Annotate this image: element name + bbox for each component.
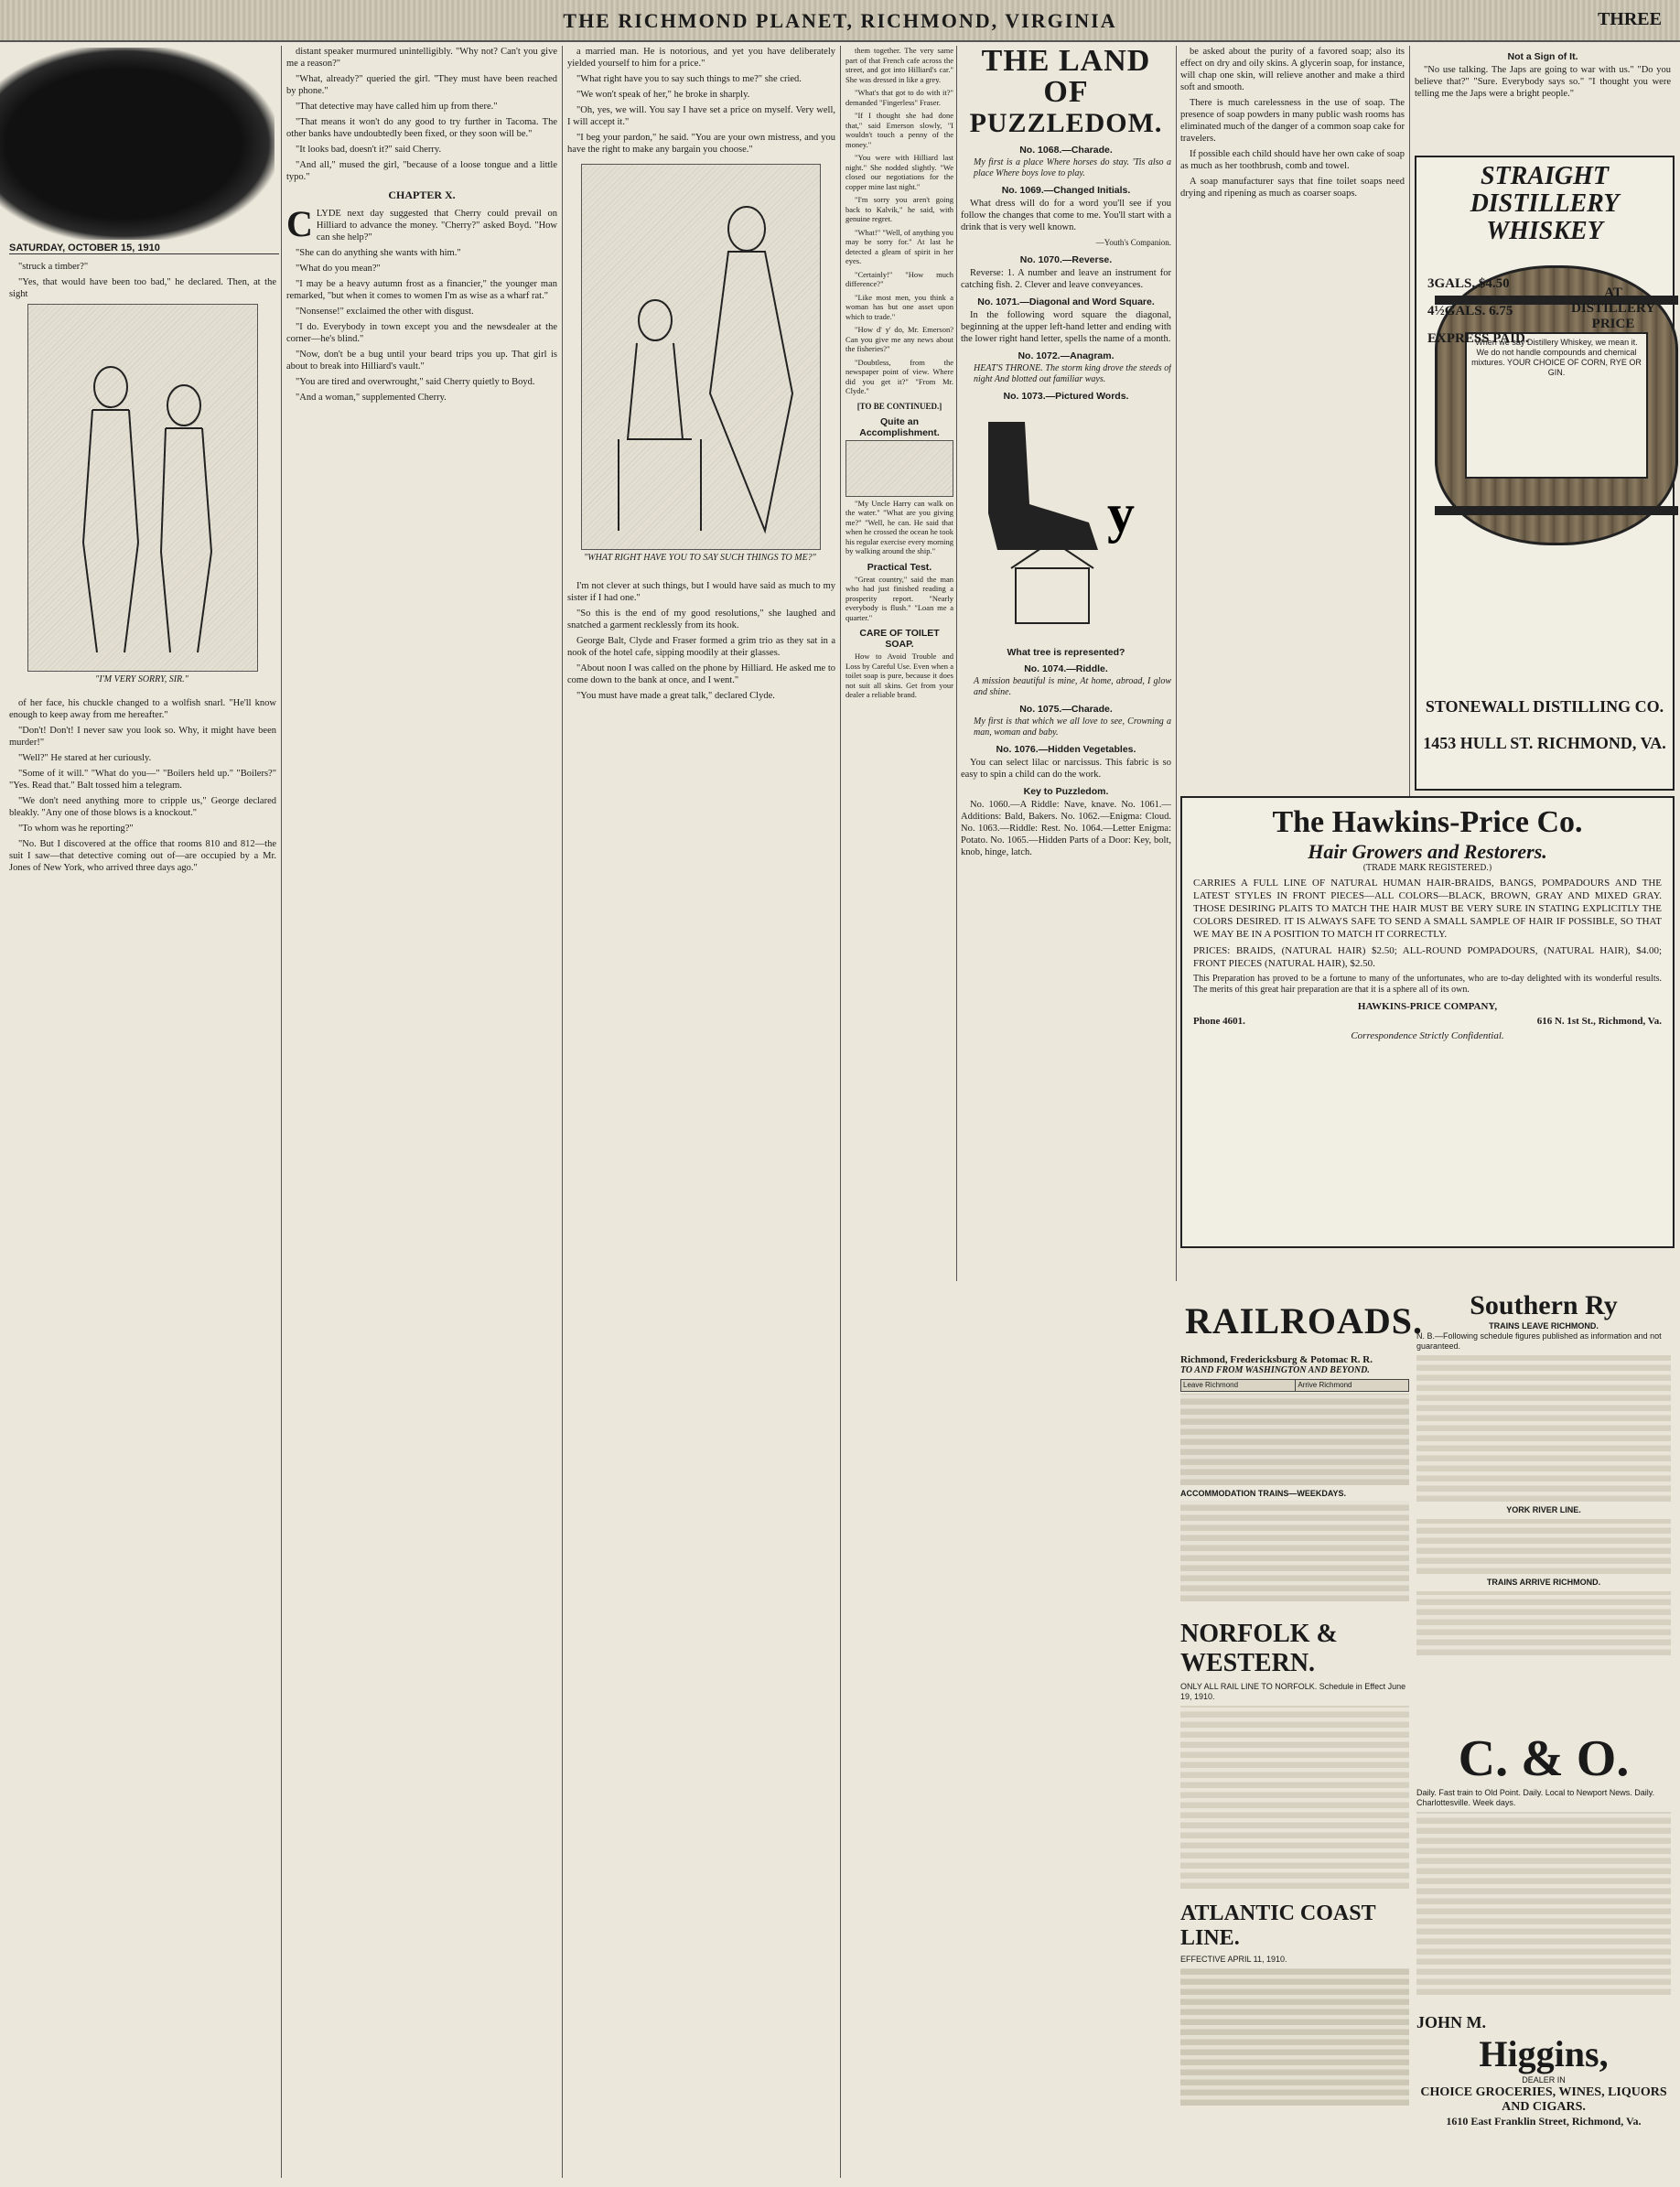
paragraph: distant speaker murmured unintelligibly. "Why not? Can't you give me a reason?": [286, 47, 557, 69]
barrel-label: When we say Distillery Whiskey, we mean it. We do not handle compounds and chemical mixtures. YOUR CHOICE OF CORN, RYE OR GIN.: [1465, 332, 1648, 479]
hawkins-price-ad: [1180, 796, 1675, 1248]
continued-note: [TO BE CONTINUED.]: [856, 401, 942, 411]
paragraph: "I beg your pardon," he said. "You are your own mistress, and you have the right to make any bargain you choose.": [567, 133, 835, 155]
price-3-gallons: 3GALS. $4.50: [1427, 276, 1510, 291]
paragraph: I'm not clever at such things, but I would have said as much to my sister if I had one.": [567, 581, 835, 603]
paragraph: [286, 203, 557, 244]
paragraph: "Yes, that would have been too bad," he declared. Then, at the sight: [9, 277, 276, 299]
accommodation-heading: ACCOMMODATION TRAINS—WEEKDAYS.: [1180, 1489, 1347, 1498]
paragraph: "Well?" He stared at her curiously.: [18, 753, 152, 763]
illustration-slot: [567, 159, 835, 580]
puzzle-text: You can select lilac or narcissus. This fabric is so easy to spin a child can do the work.: [961, 758, 1171, 780]
column-rule: [840, 46, 841, 2178]
co-title: C. & O.: [1458, 1730, 1630, 1787]
illustration-men-talking: [27, 304, 258, 672]
timetable-rows: [1180, 1706, 1409, 1889]
hawkins-address: 616 N. 1st St., Richmond, Va.: [1536, 1016, 1662, 1027]
rfp-subtitle: TO AND FROM WASHINGTON AND BEYOND.: [1180, 1365, 1370, 1375]
co-railway: [1416, 1729, 1671, 2004]
whiskey-line2: DISTILLERY: [1470, 189, 1620, 218]
whiskey-headline: [1416, 163, 1673, 245]
paragraph: "If I thought she had done that," said Emerson slowly, "I wouldn't touch a penny of the money.": [845, 111, 953, 149]
puzzle-title-line2: PUZZLEDOM.: [969, 108, 1163, 138]
puzzle-verse: My first is a place Where horses do stay. 'Tis also a place Where boys love to play.: [974, 157, 1171, 178]
paragraph: "And all," mused the girl, "because of a loose tongue and a little typo.": [286, 160, 557, 182]
paragraph: "What, already?" queried the girl. "They must have been reached by phone.": [286, 74, 557, 96]
southern-railway: [1416, 1290, 1671, 1720]
drop-cap: C: [286, 203, 313, 244]
nw-title: NORFOLK & WESTERN.: [1180, 1620, 1338, 1677]
hawkins-prices: PRICES: BRAIDS, (NATURAL HAIR) $2.50; ALL-ROUND POMPADOURS, (NATURAL HAIR), $4.00; FRONT PIECES (NATURAL HAIR), $2.50.: [1193, 945, 1662, 969]
joke-heading: Not a Sign of It.: [1507, 51, 1578, 62]
paragraph: If possible each child should have her own cake of soap as much as her toothbrush, comb and towel.: [1180, 149, 1405, 171]
timetable-rows: [1416, 1812, 1671, 1995]
timetable-rows: [1416, 1519, 1671, 1574]
paragraph: "How d' y' do, Mr. Emerson? Can you give me any news about the fisheries?": [845, 325, 953, 353]
hawkins-confidential: Correspondence Strictly Confidential.: [1351, 1030, 1504, 1041]
timetable-rows: [1416, 1355, 1671, 1502]
puzzle-heading: No. 1069.—Changed Initials.: [1001, 185, 1131, 196]
hawkins-title: The Hawkins-Price Co.: [1272, 805, 1583, 839]
boot-house-picture: [961, 404, 1171, 632]
timetable-rows: [1416, 1591, 1671, 1655]
higgins-address: 1610 East Franklin Street, Richmond, Va.: [1446, 2115, 1642, 2128]
paragraph: "struck a timber?": [18, 262, 89, 272]
paragraph: "Great country," said the man who had just finished reading a prosperity report. "Nearly everybody is flush." "Loan me a quarter.": [845, 574, 953, 622]
section-heading: Quite an Accomplishment.: [859, 415, 940, 438]
puzzle-key-heading: Key to Puzzledom.: [1023, 786, 1109, 797]
paragraph: "My Uncle Harry can walk on the water." "What are you giving me?" "Well, he can. He said that when he crossed the ocean he took his regular exercise every morning by walking around the ship.": [845, 498, 953, 555]
express-paid: EXPRESS PAID.: [1427, 331, 1529, 346]
page-number: THREE: [1597, 9, 1662, 29]
paragraph: "What do you mean?": [296, 264, 381, 274]
whiskey-line3: WHISKEY: [1486, 217, 1603, 245]
hawkins-contact-row: [1193, 1016, 1662, 1027]
paragraph: "It looks bad, doesn't it?" said Cherry.: [296, 145, 442, 155]
pictured-words-slot: [961, 404, 1171, 641]
column-rule: [562, 46, 563, 2178]
whiskey-line1: STRAIGHT: [1480, 162, 1610, 190]
ship-illustration: [845, 440, 953, 497]
puzzle-question: What tree is represented?: [1007, 647, 1125, 658]
paragraph: "Nonsense!" exclaimed the other with disgust.: [296, 307, 474, 317]
railroads-heading: RAILROADS.: [1185, 1300, 1424, 1341]
puzzle-heading: No. 1071.—Diagonal and Word Square.: [977, 296, 1155, 307]
soap-article-column: [1180, 46, 1405, 778]
paragraph: them together. The very same part of that French cafe across the street, and got into Hilliard's car." She was dressed in like a grey.: [845, 46, 953, 84]
paragraph: "Now, don't be a bug until your beard trips you up. That girl is about to break into Hilliard's vault.": [286, 350, 557, 372]
timetable-rows: [1180, 1968, 1409, 2106]
paragraph: "What!" "Well, of anything you may be sorry for." At last he detected a gleam of spirit in her eyes.: [845, 227, 953, 265]
paragraph-text: LYDE next day suggested that Cherry could prevail on Hilliard to advance the money. "Cherry?" asked Boyd. "How can she help?": [316, 209, 557, 242]
puzzle-text: What dress will do for a word you'll see if you follow the changes that come to me. You'll start with a drink that is very well known.: [961, 199, 1171, 232]
price-4-gallons: 4½GALS. 6.75: [1427, 304, 1513, 318]
leave-header: Leave Richmond: [1181, 1380, 1296, 1392]
rfp-timetable: [1180, 1379, 1409, 1392]
paragraph: of her face, his chuckle changed to a wolfish snarl. "He'll know enough to keep away from me hereafter.": [9, 698, 276, 720]
masthead-title: THE RICHMOND PLANET, RICHMOND, VIRGINIA: [563, 9, 1117, 32]
puzzle-heading: No. 1072.—Anagram.: [1018, 350, 1115, 361]
svg-text:y: y: [1107, 483, 1135, 544]
illustration-slot: [9, 304, 276, 697]
hawkins-offer: CARRIES A FULL LINE OF NATURAL HUMAN HAIR-BRAIDS, BANGS, POMPADOURS AND THE LATEST STYLES IN FRONT PIECES—ALL COLORS—BLACK, BROWN, GRAY AND MIXED GRAY. THOSE DESIRING PLAITS TO MATCH THE HAIR MUST BE VERY SURE IN STATING EXPLICITLY THE COLORS DESIRED. IT IS ALWAYS SAFE TO SEND A SMALL SAMPLE OF HAIR IF POSSIBLE, SO THAT WE MAY BE IN A POSITION TO MATCH IT CORRECTLY.: [1193, 878, 1662, 940]
paragraph: "That detective may have called him up from there.": [296, 102, 498, 112]
rfp-title: Richmond, Fredericksburg & Potomac R. R.: [1180, 1354, 1373, 1365]
puzzle-column: [961, 46, 1171, 2169]
nw-schedule: ONLY ALL RAIL LINE TO NORFOLK. Schedule in Effect June 19, 1910.: [1180, 1682, 1406, 1701]
hawkins-description: This Preparation has proved to be a fortune to many of the unfortunates, who are to-day delighted with its wonderful results. The merits of this great hair preparation are that it is a sphere all of its own.: [1193, 974, 1662, 995]
puzzle-heading: No. 1075.—Charade.: [1019, 704, 1113, 715]
story-column-2: [286, 46, 557, 2169]
paragraph: George Balt, Clyde and Fraser formed a grim trio as they sat in a nook of the hotel cafe, sipping moodily at their glasses.: [567, 636, 835, 658]
paragraph: a married man. He is notorious, and yet you have deliberately yielded yourself to him for a price.": [567, 47, 835, 69]
puzzle-text: In the following word square the diagonal, beginning at the upper left-hand letter and ending with the lower right hand letter, spells the name of a month.: [961, 310, 1171, 344]
section-heading: CARE OF TOILET SOAP.: [859, 628, 940, 650]
paragraph: "About noon I was called on the phone by Hilliard. He asked me to come down to the bank at once, and I went.": [567, 663, 835, 685]
paragraph: "We don't need anything more to cripple us," George declared bleakly. "Any one of those blows is a knockout.": [9, 796, 276, 818]
paragraph: "No. But I discovered at the office that rooms 810 and 812—the suit I saw—that detective coming out of—are occupied by a Mr. Jones of New York, who arrived three days ago.": [9, 839, 276, 873]
railroad-schedules: [1180, 1354, 1409, 2178]
higgins-name: Higgins,: [1479, 2033, 1609, 2074]
column-rule: [281, 46, 282, 2178]
puzzle-title: [961, 46, 1171, 139]
paragraph: "Oh, yes, we will. You say I have set a price on myself. Very well, I will accept it.": [567, 105, 835, 127]
paragraph: "So this is the end of my good resolutions," she laughed and snatched a garment recklessly from its hook.: [567, 609, 835, 630]
puzzle-verse: HEAT'S THRONE. The storm king drove the steeds of night And blotted out familiar ways.: [974, 363, 1171, 384]
paragraph: "No use talking. The Japs are going to war with us." "Do you believe that?" "Sure. Everybody says so." "I thought you were telling me the Japs were a bright people.": [1415, 65, 1671, 99]
illustration-couple: [581, 164, 821, 550]
acl-schedule: EFFECTIVE APRIL 11, 1910.: [1180, 1955, 1287, 1964]
puzzle-text: Reverse: 1. A number and leave an instrument for catching fish. 2. Clever and leave conveyances.: [961, 268, 1171, 290]
southern-subtitle: TRAINS LEAVE RICHMOND.: [1489, 1321, 1599, 1331]
column-rule: [956, 46, 957, 1281]
barrel-hoop: [1435, 506, 1678, 515]
section-heading: Practical Test.: [867, 561, 932, 573]
paragraph: "Like most men, you think a woman has but one asset upon which to trade.": [845, 292, 953, 321]
paragraph: "I do. Everybody in town except you and the newsdealer at the corner—he's blind.": [286, 322, 557, 344]
paragraph: "Certainly!" "How much difference?": [845, 269, 953, 288]
york-river-heading: YORK RIVER LINE.: [1506, 1505, 1581, 1514]
illustration-caption: "I'M VERY SORRY, SIR.": [95, 674, 188, 684]
puzzle-key: No. 1060.—A Riddle: Nave, knave. No. 1061.—Additions: Bald, Bakers. No. 1062.—Enigma: Cloud. No. 1063.—Riddle: Rest. No. 1064.—Letter Enigma: Potato. No. 1065.—Hidden Parts of a Door: Key, bolt, knob, hinge, latch.: [961, 800, 1171, 857]
paragraph: "I may be a heavy autumn frost as a financier," the younger man remarked, "but when it comes to women I'm as wise as a wharf rat.": [286, 279, 557, 301]
paragraph: "We won't speak of her," he broke in sharply.: [576, 90, 750, 100]
puzzle-heading: No. 1068.—Charade.: [1019, 145, 1113, 156]
paragraph: "You must have made a great talk," declared Clyde.: [576, 691, 775, 701]
puzzle-source: —Youth's Companion.: [1095, 238, 1171, 247]
puzzle-heading: No. 1076.—Hidden Vegetables.: [996, 744, 1136, 755]
paragraph: "You were with Hilliard last night." She nodded slightly. "We closed our negotiations for the copper mine last night.": [845, 153, 953, 191]
paragraph: "What's that got to do with it?" demanded "Fingerless" Fraser.: [845, 88, 953, 107]
arrive-heading: TRAINS ARRIVE RICHMOND.: [1486, 1578, 1601, 1587]
higgins-first-name: JOHN M.: [1416, 2013, 1486, 2031]
figure-sketch: [582, 165, 820, 549]
co-schedule: Daily. Fast train to Old Point. Daily. Local to Newport News. Daily. Charlottesville. Week days.: [1416, 1788, 1655, 1807]
paragraph: A soap manufacturer says that fine toilet soaps need drying and ripening as much as coarser soaps.: [1180, 177, 1405, 199]
paragraph: "Don't! Don't! I never saw you look so. Why, it might have been murder!": [9, 726, 276, 748]
higgins-dealer: DEALER IN: [1522, 2075, 1566, 2085]
paragraph: "That means it won't do any good to try further in Tacoma. The other banks have undoubtedly been fixed, or they soon will be.": [286, 117, 557, 139]
paragraph: "Some of it will." "What do you—" "Boilers held up." "Boilers?" "Yes. Read that." Balt tossed him a telegram.: [9, 769, 276, 791]
arrive-header: Arrive Richmond: [1296, 1380, 1409, 1392]
story-column-1: [9, 261, 276, 2173]
southern-title: Southern Ry: [1470, 1290, 1618, 1320]
figure-sketch: [28, 305, 257, 671]
hawkins-subtitle: Hair Growers and Restorers.: [1308, 840, 1547, 863]
distillery-price: AT DISTILLERY PRICE: [1570, 285, 1655, 331]
paragraph: "Doubtless, from the newspaper point of view. Where did you get it?" "From Mr. Clyde.": [845, 357, 953, 395]
acl-title: ATLANTIC COAST LINE.: [1180, 1902, 1376, 1950]
puzzle-heading: No. 1073.—Pictured Words.: [1003, 391, 1129, 402]
southern-note: N. B.—Following schedule figures published as information and not guaranteed.: [1416, 1331, 1662, 1351]
illustration-caption: "WHAT RIGHT HAVE YOU TO SAY SUCH THINGS TO ME?": [584, 553, 816, 563]
hawkins-company: HAWKINS-PRICE COMPANY,: [1357, 1001, 1498, 1012]
paragraph: "And a woman," supplemented Cherry.: [296, 393, 447, 403]
puzzle-verse: My first is that which we all love to see, Crowning a man, woman and baby.: [974, 716, 1171, 738]
paragraph: "What right have you to say such things to me?" she cried.: [576, 74, 802, 84]
paragraph: There is much carelessness in the use of soap. The presence of soap powders in many public wash rooms has eliminated much of the danger of a common soap cake for travelers.: [1180, 98, 1405, 144]
paragraph: be asked about the purity of a favored soap; also its effect on dry and oily skins. A glycerin soap, for instance, will chap one skin, will relieve another and make a third soft and smooth.: [1180, 47, 1405, 92]
puzzle-heading: No. 1074.—Riddle.: [1024, 663, 1108, 674]
paragraph: "You are tired and overwrought," said Cherry quietly to Boyd.: [296, 377, 535, 387]
puzzle-title-line1: THE LAND OF: [981, 46, 1151, 109]
trademark-note: (TRADE MARK REGISTERED.): [1362, 864, 1492, 873]
distillery-address: 1453 HULL ST. RICHMOND, VA.: [1423, 734, 1666, 752]
paragraph: "To whom was he reporting?": [18, 824, 134, 834]
distillery-name: STONEWALL DISTILLING CO.: [1425, 697, 1664, 716]
chapter-heading: CHAPTER X.: [388, 189, 456, 201]
puzzle-verse: A mission beautiful is mine, At home, abroad, I glow and shine.: [974, 676, 1171, 697]
column-rule: [1176, 46, 1177, 1281]
ink-blot: [0, 48, 275, 240]
masthead: [0, 0, 1680, 42]
paragraph: How to Avoid Trouble and Loss by Careful Use. Even when a toilet soap is pure, because it does not suit all skins. Get from your dealer a reliable brand.: [845, 652, 953, 699]
hawkins-phone: Phone 4601.: [1193, 1016, 1245, 1027]
story-column-3: [567, 46, 835, 2169]
dateline: SATURDAY, OCTOBER 15, 1910: [9, 242, 279, 254]
story-column-4: [845, 46, 953, 2169]
higgins-goods: CHOICE GROCERIES, WINES, LIQUORS AND CIGARS.: [1420, 2085, 1667, 2114]
higgins-ad: [1416, 2013, 1671, 2178]
whiskey-ad: [1415, 156, 1675, 791]
joke-column: [1415, 46, 1671, 146]
timetable-rows: [1180, 1501, 1409, 1601]
puzzle-heading: No. 1070.—Reverse.: [1019, 254, 1113, 265]
timetable-rows: [1180, 1394, 1409, 1485]
paragraph: "She can do anything she wants with him.": [296, 248, 461, 258]
paragraph: "I'm sorry you aren't going back to Kalvik," he said, with genuine regret.: [845, 195, 953, 223]
column-rule: [1409, 46, 1410, 796]
